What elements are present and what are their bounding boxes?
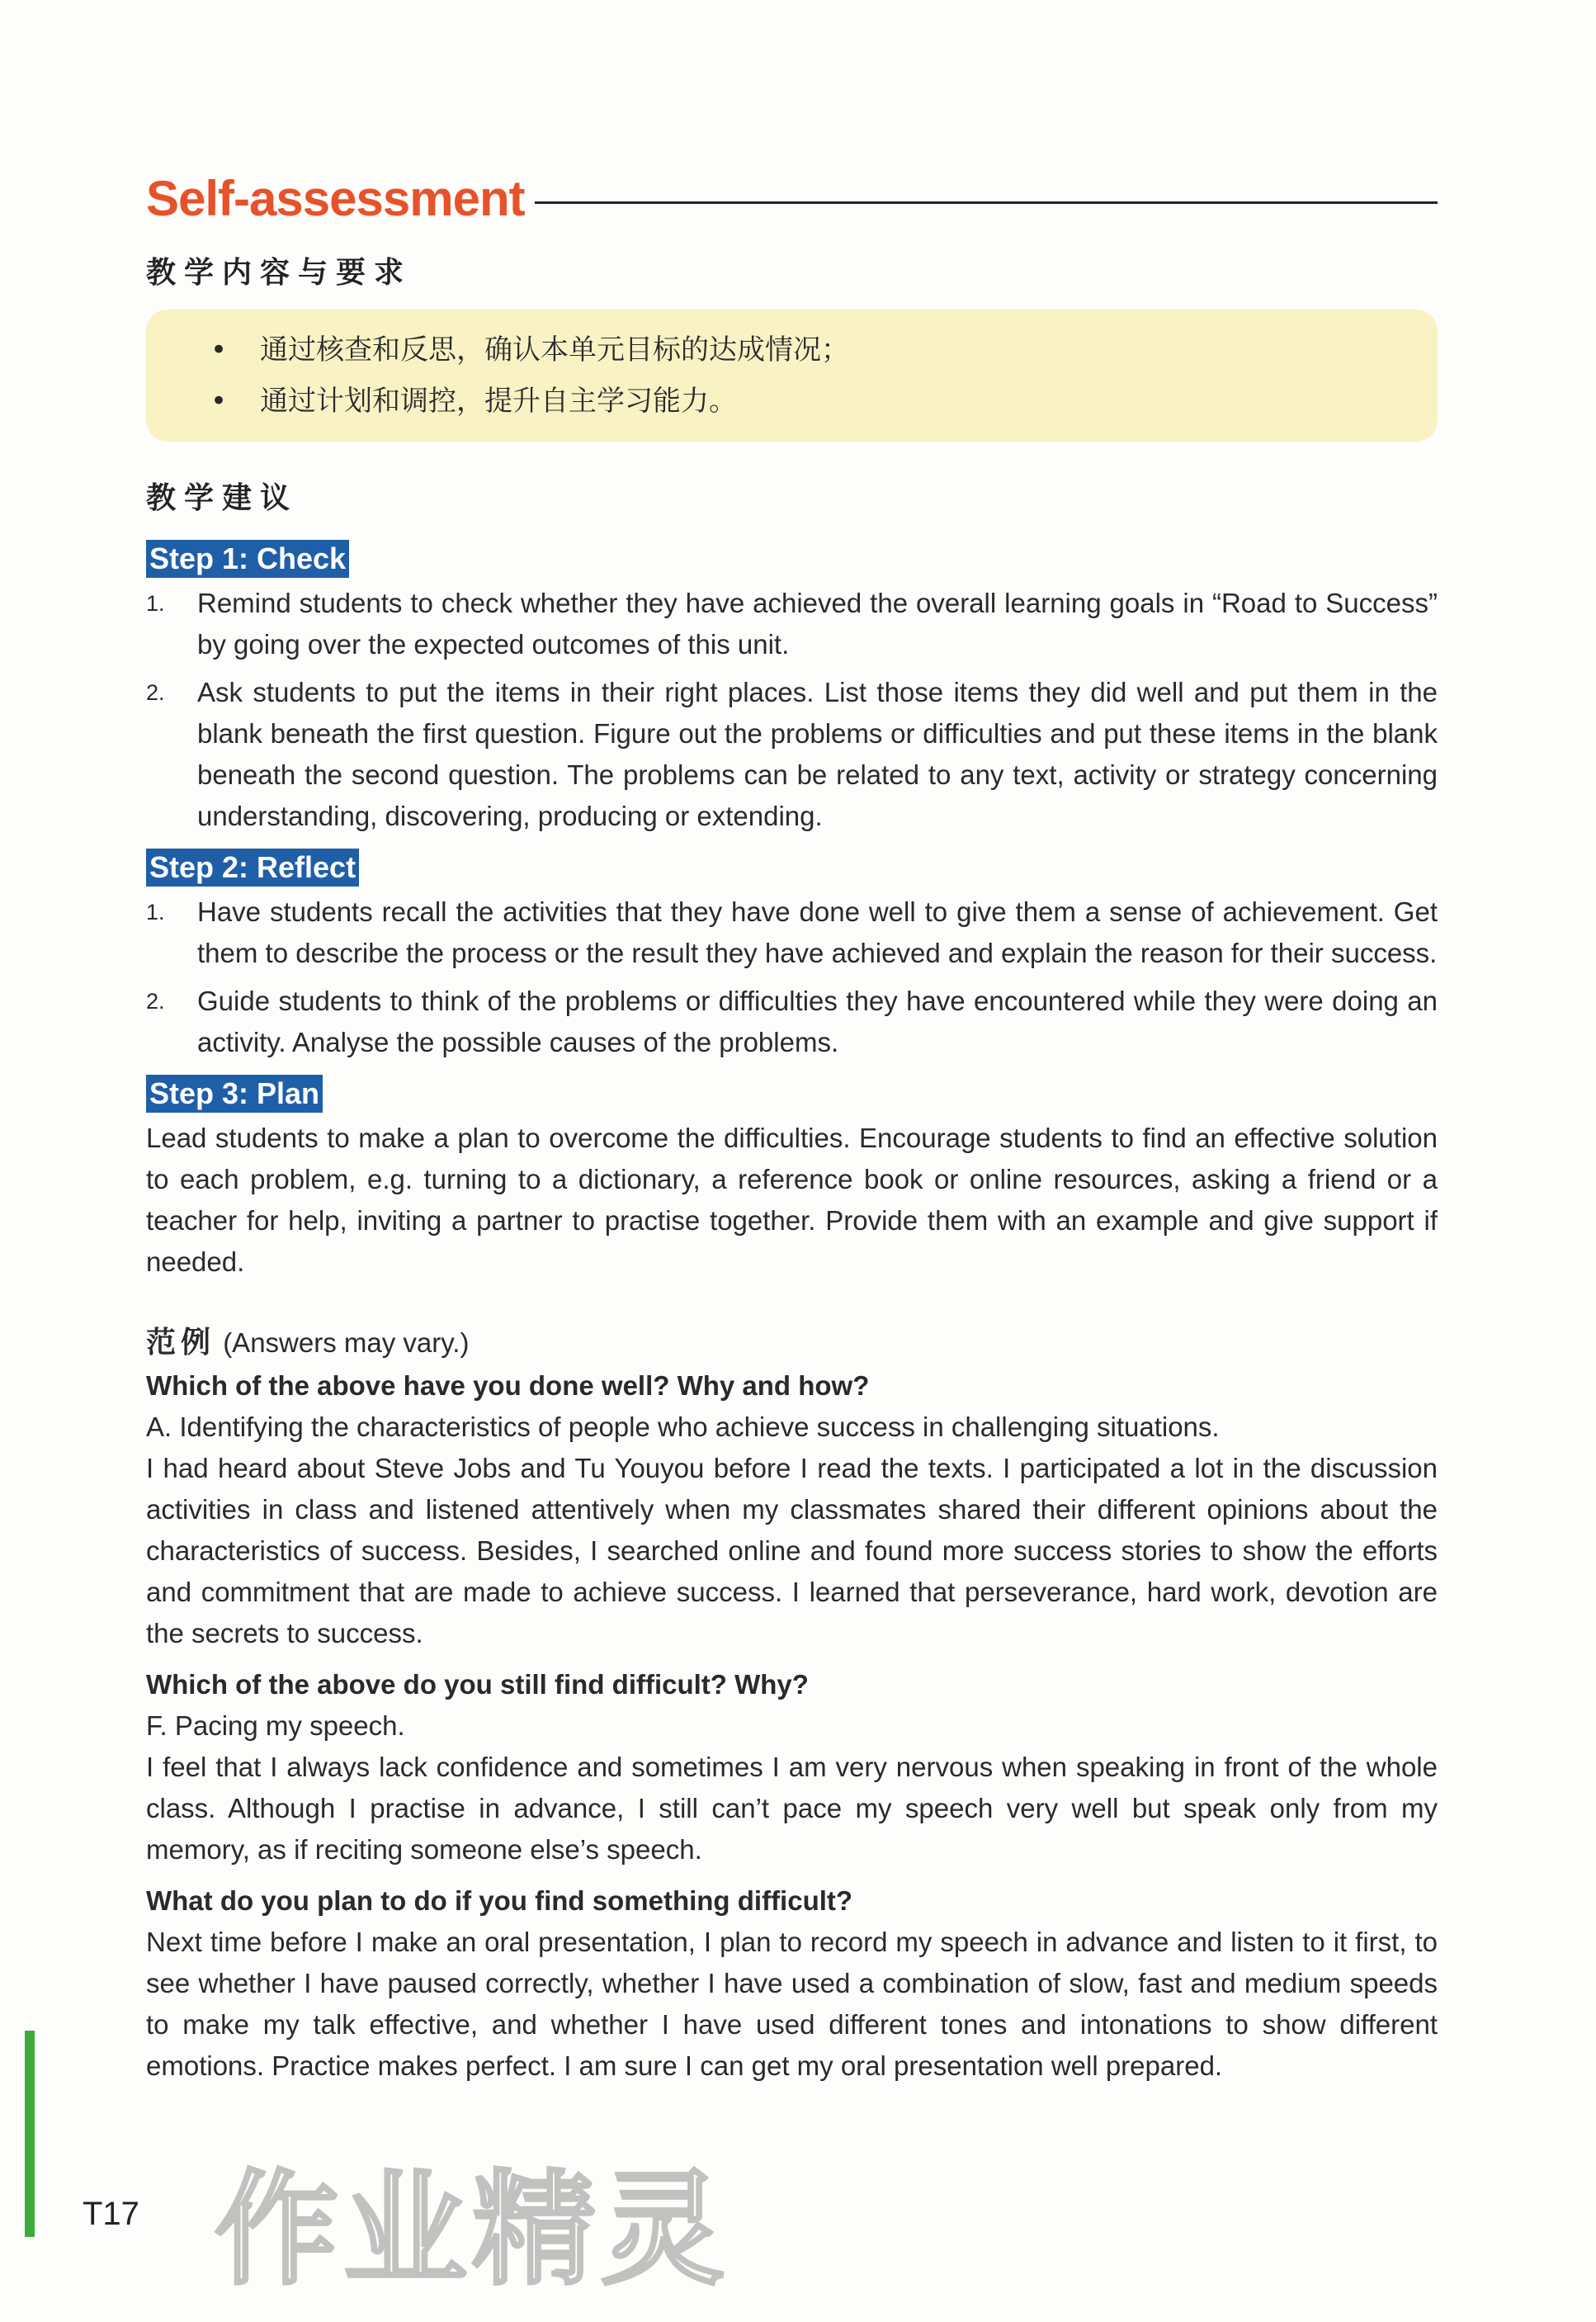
step-label: Step 3: Plan [146,1075,323,1113]
answer-line: F. Pacing my speech. [146,1710,405,1741]
list-item [146,583,1438,665]
item-text: Ask students to put the items in their right places. List those items they did well and put them in the blank beneath the first question. Figure out the problems or difficulties and put these items in the blank beneath the second question. The problems can be related to any text, activity or strategy concerning understanding, discovering, producing or extending. [197,677,1438,831]
example-heading-label: 范例 [146,1326,216,1360]
item-number: 1. [146,900,165,925]
sidebar-accent-bar [25,2031,35,2237]
goal-item: • 通过计划和调控，提升自主学习能力。 [210,376,1438,427]
item-number: 2. [146,680,165,705]
item-text: Guide students to think of the problems or difficulties they have encountered while they were doing an activity. Analyse the possible causes of the problems. [197,986,1438,1057]
question: Which of the above have you done well? Why and how? [146,1370,870,1401]
qa-block [146,1365,1438,1654]
step-1-list [146,583,1438,837]
step-1 [146,535,1438,837]
item-text: Have students recall the activities that they have done well to give them a sense of achievement. Get them to describe the process or the result they have achieved and explain the reason for their success. [197,896,1438,968]
section-heading-teaching-suggestions: 教学建议 [146,481,299,515]
example-heading [146,1322,1438,1364]
list-item [146,672,1438,837]
question: Which of the above do you still find difficult? Why? [146,1669,809,1700]
page-number: T17 [83,2196,139,2232]
section-heading-content-requirements: 教学内容与要求 [146,256,413,290]
goals-box [146,310,1438,442]
page-title: Self-assessment [146,170,525,226]
step-3 [146,1070,1438,1283]
answer-line: Next time before I make an oral presentation, I plan to record my speech in advance and listen to it first, to see whether I have paused correctly, whether I have used a combination of slow, fast and medium speeds to make my talk effective, and whether I have used different tones and intonations to show different emotions. Practice makes perfect. I am sure I can get my oral presentation well prepared. [146,1927,1438,2081]
list-item [146,891,1438,974]
example-note: (Answers may vary.) [223,1327,470,1358]
question: What do you plan to do if you find something difficult? [146,1885,853,1916]
item-number: 1. [146,591,165,616]
title-row [146,165,1438,231]
step-label: Step 2: Reflect [146,849,359,887]
answer-line: I had heard about Steve Jobs and Tu Youyou before I read the texts. I participated a lot in the discussion activities in class and listened attentively when my classmates shared their different opinions about the characteristics of success. Besides, I searched online and found more success stories to show the efforts and commitment that are made to achieve success. I learned that perseverance, hard work, devotion are the secrets to success. [146,1453,1438,1648]
item-text: Remind students to check whether they have achieved the overall learning goals in “Road to Success” by going over the expected outcomes of this unit. [197,588,1438,660]
answer-line: I feel that I always lack confidence and sometimes I am very nervous when speaking in front of the whole class. Although I practise in advance, I still can’t pace my speech very well but speak only from my memory, as if reciting someone else’s speech. [146,1752,1438,1865]
item-number: 2. [146,989,165,1014]
title-rule [535,201,1438,204]
step-3-paragraph: Lead students to make a plan to overcome the difficulties. Encourage students to find an effective solution to each problem, e.g. turning to a dictionary, a reference book or online resources, asking a friend or a teacher for help, inviting a partner to practise together. Provide them with an example and give support if needed. [146,1123,1438,1277]
qa-block [146,1880,1438,2087]
goal-item: • 通过核查和反思，确认本单元目标的达成情况； [210,324,1438,376]
step-2-list [146,891,1438,1063]
step-2 [146,844,1438,1063]
qa-block [146,1664,1438,1870]
list-item [146,981,1438,1063]
watermark: 作业精灵 [215,2159,730,2302]
step-label: Step 1: Check [146,540,349,578]
content [146,165,1438,2093]
answer-line: A. Identifying the characteristics of people who achieve success in challenging situations. [146,1412,1220,1442]
